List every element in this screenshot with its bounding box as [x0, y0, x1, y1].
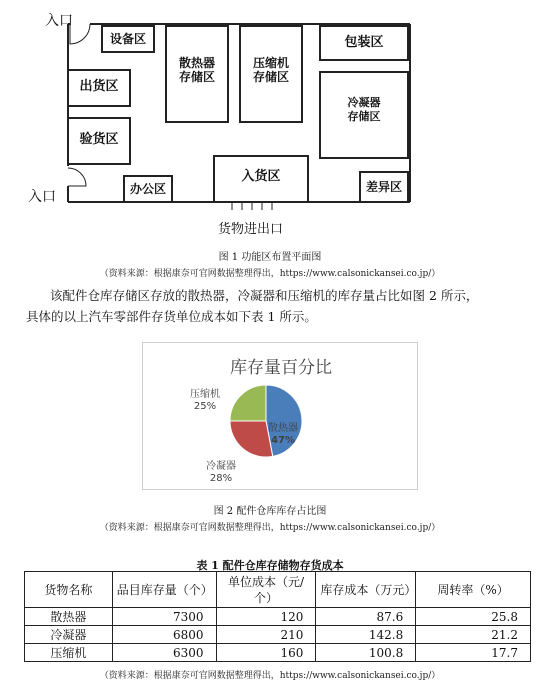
- cell-name: 散热器: [25, 608, 113, 626]
- header-item-name: 货物名称: [25, 572, 113, 608]
- table1-source: （资料来源：根据康奈可官网数据整理得出，https://www.calsonickansei.co.jp/）: [99, 671, 441, 681]
- cell-qty: 6300: [112, 644, 216, 662]
- slice-label-compressor-name: 压缩机: [190, 389, 220, 400]
- cell-qty: 6800: [112, 626, 216, 644]
- figure2-caption: 图 2 配件仓库库存占比图: [213, 506, 327, 517]
- floor-plan: [0, 0, 540, 240]
- figure2-source: （资料来源：根据康奈可官网数据整理得出，https://www.calsonickansei.co.jp/）: [99, 523, 441, 533]
- figure1-source: （资料来源：根据康奈可官网数据整理得出，https://www.calsonickansei.co.jp/）: [99, 269, 441, 279]
- cell-name: 冷凝器: [25, 626, 113, 644]
- zone-compressor-storage: [240, 56, 302, 84]
- entrance-left-label: 入口: [28, 189, 56, 205]
- body-paragraph-line1: 该配件仓库存储区存放的散热器，冷凝器和压缩机的库存量占比如图 2 所示，: [50, 288, 479, 303]
- pie-chart: [142, 342, 418, 490]
- header-turnover: 周转率（%）: [416, 572, 531, 608]
- table1-title: 表 1 配件仓库存储物存货成本: [196, 559, 344, 572]
- slice-label-radiator-value: 47%: [271, 435, 295, 446]
- cell-turnover: 25.8: [416, 608, 531, 626]
- slice-label-condenser-value: 28%: [209, 473, 233, 484]
- table-row: [25, 608, 531, 626]
- zone-packaging: 包装区: [344, 35, 384, 50]
- cell-turnover: 17.7: [416, 644, 531, 662]
- zone-inspection: 验货区: [79, 132, 119, 147]
- header-stock-qty: 品目库存量（个）: [112, 572, 216, 608]
- pie-slice-compressor: [230, 385, 266, 421]
- zone-compressor-storage-line1: 压缩机: [252, 56, 289, 70]
- floor-plan-drawing: [0, 0, 540, 240]
- pie-chart-plot: [143, 343, 419, 491]
- zone-equipment: 设备区: [109, 32, 146, 46]
- chart-title: 库存量百分比: [230, 358, 332, 378]
- zone-office: 办公区: [129, 182, 166, 196]
- body-paragraph-line2: 具体的以上汽车零部件存货单位成本如下表 1 所示。: [26, 309, 317, 324]
- slice-label-condenser-name: 冷凝器: [206, 461, 236, 472]
- table-row: [25, 644, 531, 662]
- cell-stock-cost: 100.8: [316, 644, 416, 662]
- zone-radiator-storage: [166, 56, 228, 84]
- slice-label-radiator: [261, 423, 305, 447]
- cell-unit-cost: 210: [216, 626, 316, 644]
- slice-label-radiator-name: 散热器: [268, 423, 298, 434]
- slice-label-condenser: [199, 461, 243, 485]
- header-unit-cost: 单位成本（元/个）: [216, 572, 316, 608]
- zone-receiving: 入货区: [241, 169, 281, 184]
- cell-qty: 7300: [112, 608, 216, 626]
- slice-label-compressor-value: 25%: [193, 401, 217, 412]
- goods-exit-label: 货物进出口: [218, 222, 284, 237]
- cell-unit-cost: 120: [216, 608, 316, 626]
- table-row: [25, 626, 531, 644]
- zone-shipping: 出货区: [79, 79, 119, 94]
- header-stock-cost: 库存成本（万元）: [316, 572, 416, 608]
- zone-condenser-storage-line1: 冷凝器: [347, 96, 381, 109]
- cell-name: 压缩机: [25, 644, 113, 662]
- table-header-row: [25, 572, 531, 608]
- entrance-top-label: 入口: [45, 13, 73, 29]
- zone-discrepancy: 差异区: [365, 180, 402, 194]
- cell-stock-cost: 142.8: [316, 626, 416, 644]
- zone-compressor-storage-line2: 存储区: [252, 70, 289, 84]
- cell-stock-cost: 87.6: [316, 608, 416, 626]
- zone-radiator-storage-line1: 散热器: [178, 56, 215, 70]
- slice-label-compressor: [183, 389, 227, 413]
- zone-radiator-storage-line2: 存储区: [178, 70, 215, 84]
- cost-table: [24, 571, 531, 662]
- zone-condenser-storage-line2: 存储区: [347, 110, 381, 123]
- figure1-caption: 图 1 功能区布置平面图: [218, 252, 322, 263]
- zone-condenser-storage: [320, 96, 408, 124]
- cell-turnover: 21.2: [416, 626, 531, 644]
- cell-unit-cost: 160: [216, 644, 316, 662]
